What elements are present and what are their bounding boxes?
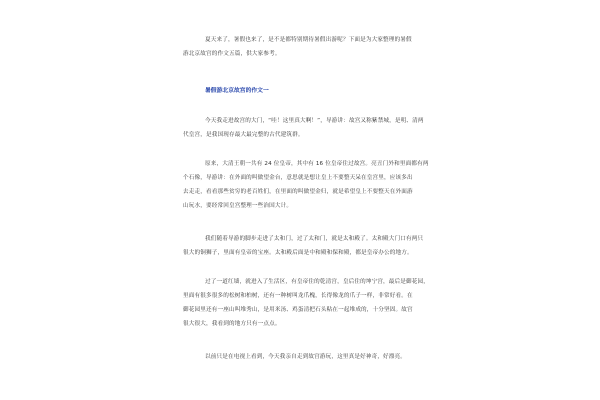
paragraph-line: 很大的铜狮子，里面有皇帝的宝座。太和殿后面是中和殿和保和殿，都是皇帝办公的地方。 [183,250,413,256]
intro-line: 夏天来了，暑假也来了，是不是都特别期待暑假出游呢？下面是为大家整理的暑假 [205,37,412,43]
essay-paragraph [183,157,429,213]
paragraph-line: 我们随着导游的脚步走进了太和门，过了太和门，就是太和殿了。太和殿大门口有两只 [205,236,424,242]
paragraph-line: 山玩水，要经常回皇宫整理一些治国大计。 [183,203,293,209]
essay-heading: 暑假游北京故宫的作文一 [205,88,269,94]
paragraph-line: 御花园里还有一座山叫堆秀山，是用米汤、鸡蛋清把石头粘在一起堆成的，十分坚固。故宫 [183,307,413,313]
essay-paragraph [183,232,423,260]
essay-paragraph [183,114,423,142]
essay-paragraph [183,350,423,364]
paragraph-line: 里面有很多很多的松树和柏树，还有一种树叫龙爪槐，长得像龙的爪子一样，非常好看。在 [183,293,413,299]
intro-paragraph [183,33,423,61]
paragraph-line: 代皇宫，是我国现存最大最完整的古代建筑群。 [183,132,304,138]
paragraph-line: 以前只是在电视上看到，今天我亲自走到故宫游玩，这里真是好神奇，好漂亮。 [205,354,407,360]
paragraph-line: 今天我走进故宫的大门，“哇！这里真大啊！”，导游讲：故宫又称紫禁城，是明、清两 [205,118,424,124]
intro-line: 游北京故宫的作文五篇，供大家参考。 [183,51,281,57]
paragraph-line: 去走走，看看那些贫穷的老百姓们，在里面的叫做望金归，就是希望皇上不要整天在外面游 [183,189,413,195]
paragraph-line: 很大很大，我看到的地方只有一点点。 [183,321,281,327]
document-body [183,0,430,400]
paragraph-line: 个石像，导游讲：在外面的叫做望金台，意思就是想让皇上不要整天呆在皇宫里，应该多出 [183,175,413,181]
essay-paragraph [183,275,430,331]
paragraph-line: 过了一道红墙，就进入了生活区，有皇帝住的乾清宫，皇后住的坤宁宫，最后是御花园， [205,279,430,285]
paragraph-line: 原来，大清王朝一共有 24 位皇帝，其中有 16 位皇帝住过故宫。亮丑门外和里面都有两 [205,161,429,167]
